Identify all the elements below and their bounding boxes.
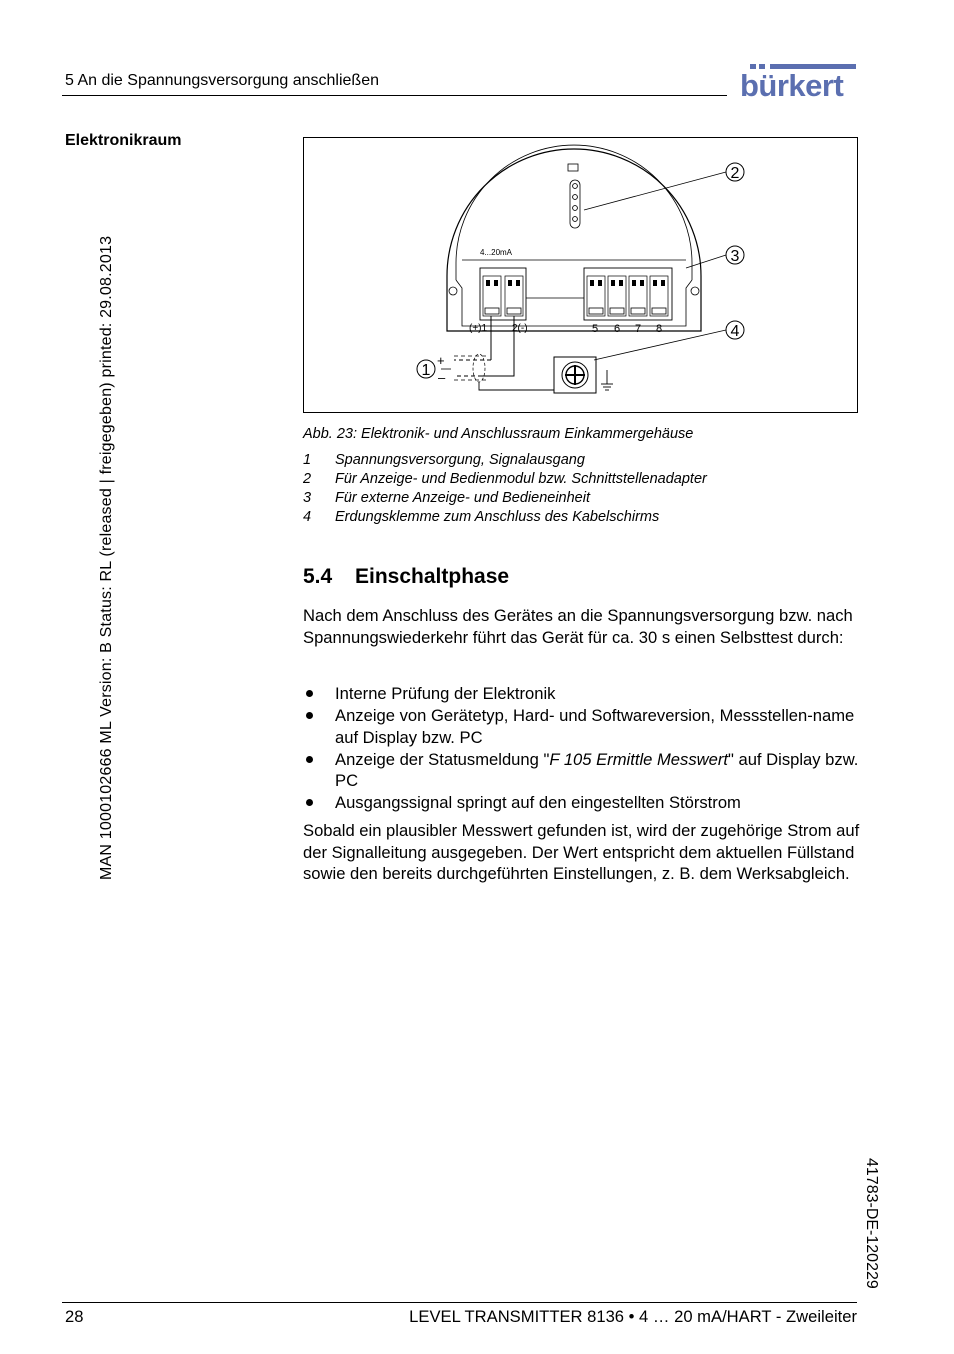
document-meta-vertical: MAN 1000102666 ML Version: B Status: RL (released | freigegeben) printed: 29.08.2013 [98, 235, 115, 880]
svg-text:3: 3 [730, 248, 740, 265]
chapter-header: 5 An die Spannungsversorgung anschließen [65, 72, 379, 89]
terminal-plus-label: (+)1 [469, 323, 488, 334]
plus-sign: + [437, 353, 445, 368]
result-paragraph: Sobald ein plausibler Messwert gefunden ist, wird der zugehörige Strom auf der Signalleitung ausgegeben. Der Wert entspricht dem aktuellen Füllstand sowie den bereits durchgeführten Einstellungen, z. B. dem Werksabgleich. [303, 821, 860, 883]
callout-2 [726, 163, 744, 182]
list-item [303, 792, 863, 814]
list-item-text: Interne Prüfung der Elektronik [335, 684, 556, 703]
footer-title: LEVEL TRANSMITTER 8136 • 4 … 20 mA/HART - Zweileiter [409, 1307, 857, 1326]
header-rule [62, 95, 727, 96]
figure-caption: Abb. 23: Elektronik- und Anschlussraum Einkammergehäuse [303, 426, 694, 442]
list-item-text: Anzeige von Gerätetyp, Hard- und Softwareversion, Messstellen-name auf Display bzw. PC [335, 706, 855, 747]
module-label: 4...20mA [480, 248, 513, 257]
bullet-icon [303, 705, 335, 748]
status-message: F 105 Ermittle Messwert [549, 749, 728, 769]
selftest-list [303, 683, 863, 814]
svg-text:1: 1 [421, 362, 431, 379]
callout-3 [726, 246, 744, 265]
legend-text: Spannungsversorgung, Signalausgang [335, 452, 585, 468]
section-number: 5.4 [303, 565, 333, 588]
legend-item [303, 508, 707, 527]
legend-number: 2 [303, 471, 312, 487]
svg-text:2: 2 [730, 165, 740, 182]
legend-item [303, 470, 707, 489]
legend-item [303, 489, 707, 508]
svg-text:4: 4 [730, 323, 740, 340]
logo-text: bürkert [740, 68, 844, 100]
list-item-text: Anzeige der Statusmeldung "F 105 Ermittle Messwert" auf Display bzw. PC [335, 749, 859, 790]
terminal-5-label: 5 [592, 323, 599, 335]
legend-text: Für Anzeige- und Bedienmodul bzw. Schnittstellenadapter [335, 471, 707, 487]
side-label: Elektronikraum [65, 132, 182, 149]
terminal-minus-label: 2(-) [512, 323, 528, 334]
terminal-8-label: 8 [656, 323, 663, 335]
callout-1 [417, 360, 435, 379]
footer-rule [62, 1302, 857, 1303]
list-item-text: Ausgangssignal springt auf den eingestellten Störstrom [335, 793, 741, 812]
legend-text: Für externe Anzeige- und Bedieneinheit [335, 490, 590, 506]
bullet-icon [303, 683, 335, 705]
section-title: Einschaltphase [355, 565, 510, 588]
legend-number: 3 [303, 490, 312, 506]
burkert-logo [740, 62, 858, 105]
terminal-7-label: 7 [635, 323, 642, 335]
legend-number: 4 [303, 509, 312, 525]
legend-text: Erdungsklemme zum Anschluss des Kabelschirms [335, 509, 660, 525]
figure-wiring-diagram [303, 137, 858, 413]
legend-item [303, 451, 707, 470]
terminal-6-label: 6 [614, 323, 621, 335]
figure-legend [303, 451, 707, 527]
section-heading [303, 565, 509, 589]
bullet-icon [303, 749, 335, 792]
legend-number: 1 [303, 452, 312, 468]
list-item [303, 683, 863, 705]
list-item [303, 749, 863, 792]
document-id-vertical: 41783-DE-120229 [863, 1158, 880, 1289]
list-item [303, 705, 863, 748]
bullet-icon [303, 792, 335, 814]
minus-sign: – [438, 370, 446, 385]
callout-4 [726, 321, 744, 340]
intro-paragraph: Nach dem Anschluss des Gerätes an die Spannungsversorgung bzw. nach Spannungswiederkehr führt das Gerät für ca. 30 s einen Selbsttest durch: [303, 606, 853, 647]
page-number: 28 [65, 1307, 84, 1326]
